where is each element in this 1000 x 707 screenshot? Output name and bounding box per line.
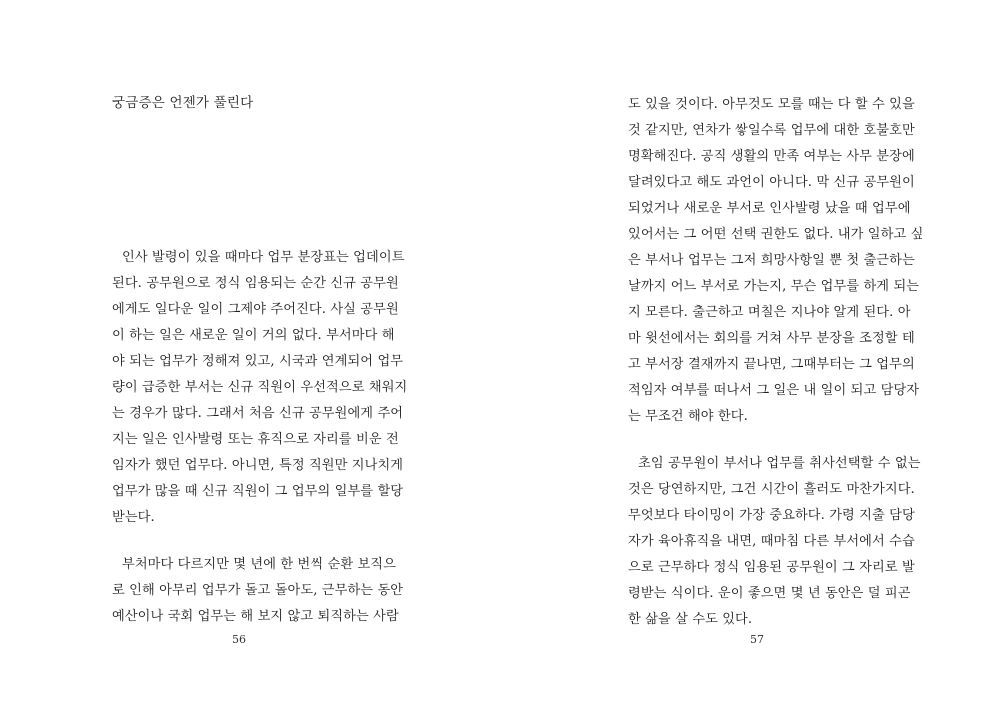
text-line: 업무가 많을 때 신규 직원이 그 업무의 일부를 할당 — [112, 484, 404, 499]
text-line: 으로 근무하다 정식 임용된 공무원이 그 자리로 발 — [628, 560, 915, 575]
text-line: 있어서는 그 어떤 선택 권한도 없다. 내가 일하고 싶 — [628, 227, 924, 242]
page-number: 56 — [232, 633, 246, 646]
text-line: 이 하는 일은 새로운 일이 거의 없다. 부서마다 해 — [112, 328, 395, 343]
text-line: 자가 육아휴직을 내면, 때마침 다른 부서에서 수습 — [628, 534, 915, 549]
text-line: 적임자 여부를 떠나서 그 일은 내 일이 되고 담당자 — [628, 383, 920, 398]
text-line: 야 되는 업무가 정해져 있고, 시국과 연계되어 업무 — [112, 354, 404, 369]
text-line: 로 인해 아무리 업무가 돌고 돌아도, 근무하는 동안 — [112, 583, 404, 598]
page-number: 57 — [750, 633, 764, 646]
text-line: 도 있을 것이다. 아무것도 모를 때는 다 할 수 있을 — [628, 97, 915, 112]
text-line: 예산이나 국회 업무는 해 보지 않고 퇴직하는 사람 — [112, 609, 399, 624]
text-line: 한 삶을 살 수도 있다. — [628, 612, 753, 627]
section-heading: 궁금증은 언젠가 풀린다 — [112, 95, 254, 111]
text-line: 것은 당연하지만, 그건 시간이 흘러도 마찬가지다. — [628, 482, 915, 497]
text-line: 받는다. — [112, 510, 155, 525]
text-line: 초임 공무원이 부서나 업무를 취사선택할 수 없는 — [638, 456, 921, 471]
text-line: 되었거나 새로운 부서로 인사발령 났을 때 업무에 — [628, 201, 911, 216]
text-line: 는 경우가 많다. 그래서 처음 신규 공무원에게 주어 — [112, 406, 404, 421]
text-line: 명확해진다. 공직 생활의 만족 여부는 사무 분장에 — [628, 149, 915, 164]
text-line: 부처마다 다르지만 몇 년에 한 번씩 순환 보직으 — [122, 557, 396, 572]
text-line: 령받는 식이다. 운이 좋으면 몇 년 동안은 덜 피곤 — [628, 586, 911, 601]
text-line: 인사 발령이 있을 때마다 업무 분장표는 업데이트 — [122, 250, 405, 265]
text-line: 지 모른다. 출근하고 며칠은 지나야 알게 된다. 아 — [628, 305, 911, 320]
text-line: 량이 급증한 부서는 신규 직원이 우선적으로 채워지 — [112, 380, 408, 395]
text-line: 된다. 공무원으로 정식 임용되는 순간 신규 공무원 — [112, 276, 399, 291]
text-line: 마 윗선에서는 회의를 거쳐 사무 분장을 조정할 테 — [628, 331, 915, 346]
text-line: 고 부서장 결재까지 끝나면, 그때부터는 그 업무의 — [628, 357, 915, 372]
text-line: 달려있다고 해도 과언이 아니다. 막 신규 공무원이 — [628, 175, 915, 190]
text-line: 날까지 어느 부서로 가는지, 무슨 업무를 하게 되는 — [628, 279, 920, 294]
text-line: 무엇보다 타이밍이 가장 중요하다. 가령 지출 담당 — [628, 508, 915, 523]
text-line: 는 무조건 해야 한다. — [628, 409, 748, 424]
text-line: 것 같지만, 연차가 쌓일수록 업무에 대한 호불호만 — [628, 123, 915, 138]
text-line: 은 부서나 업무는 그저 희망사항일 뿐 첫 출근하는 — [628, 253, 915, 268]
text-line: 임자가 했던 업무다. 아니면, 특정 직원만 지나치게 — [112, 458, 404, 473]
text-line: 에게도 일다운 일이 그제야 주어진다. 사실 공무원 — [112, 302, 399, 317]
right-page — [500, 0, 1000, 707]
text-line: 지는 일은 인사발령 또는 휴직으로 자리를 비운 전 — [112, 432, 399, 447]
